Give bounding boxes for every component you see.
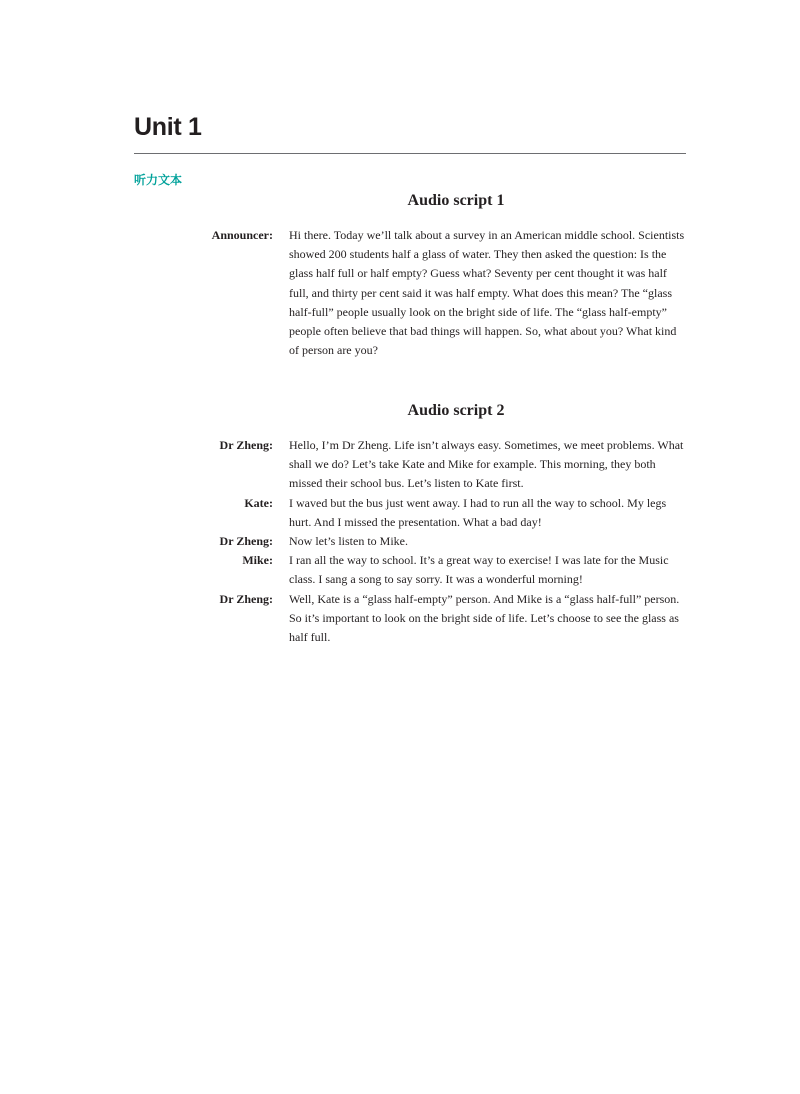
speech-text: Hello, I’m Dr Zheng. Life isn’t always easy. Sometimes, we meet problems. What shall we do? Let’s take Kate and Mike for example. This morning, they both missed their school bus. Let’s listen to Kate first. <box>289 438 684 491</box>
speaker-label: Kate: <box>244 495 273 510</box>
speech-text: Well, Kate is a “glass half-empty” person. And Mike is a “glass half-full” person. So it’s important to look on the bright side of life. Let’s choose to see the glass as half full. <box>289 591 680 645</box>
speech-text: Hi there. Today we’ll talk about a survey in an American middle school. Scientists showed 200 students half a glass of water. They then asked the question: Is the glass half full or half empty? Guess what? Seventy per cent thought it was half full, and thirty per cent said it was half empty. What does this mean? The “glass half-full” people usually look on the bright side of life. The “glass half-empty” people often believe that bad things will happen. So, what about you? What kind of person are you? <box>289 228 685 358</box>
speaker-label: Mike: <box>242 553 273 568</box>
script-title: Audio script 2 <box>407 402 505 419</box>
header-divider <box>134 153 686 154</box>
script-line <box>200 532 692 551</box>
speech-text: I waved but the bus just went away. I had to run all the way to school. My legs hurt. And I missed the presentation. What a bad day! <box>289 495 667 529</box>
speech-text: Now let’s listen to Mike. <box>289 534 408 549</box>
speaker-label: Dr Zheng: <box>219 591 273 606</box>
script-lines <box>200 226 692 360</box>
audio-script-1 <box>200 190 692 360</box>
script-line <box>200 551 692 589</box>
speaker-label: Dr Zheng: <box>219 438 273 452</box>
script-title: Audio script 1 <box>407 192 505 209</box>
script-lines <box>200 436 692 647</box>
speaker-label: Dr Zheng: <box>219 534 273 549</box>
speaker-label: Announcer: <box>211 228 273 242</box>
script-line <box>200 494 692 532</box>
audio-script-2 <box>200 400 692 647</box>
section-label: 听力文本 <box>134 173 183 187</box>
script-line <box>200 226 692 360</box>
script-line <box>200 436 692 494</box>
speech-text: I ran all the way to school. It’s a great way to exercise! I was late for the Music class. I sang a song to say sorry. It was a wonderful morning! <box>289 553 669 587</box>
unit-title: Unit 1 <box>134 113 202 141</box>
script-line <box>200 590 692 648</box>
